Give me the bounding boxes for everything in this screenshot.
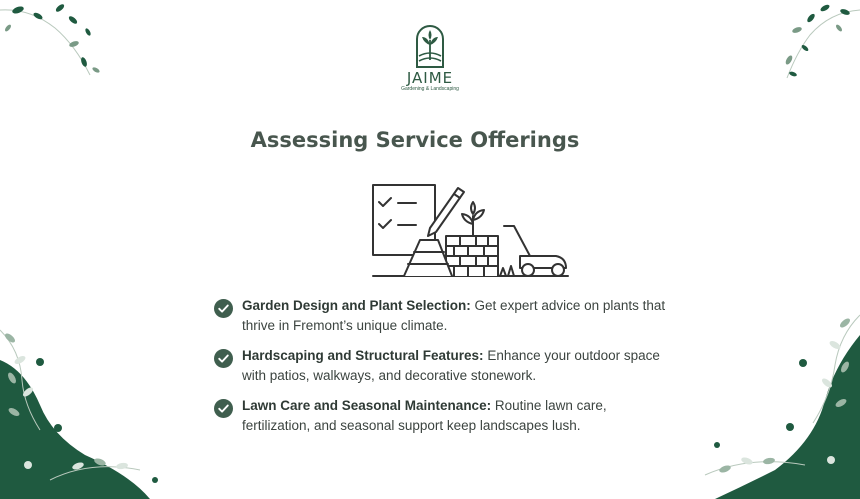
page-title: Assessing Service Offerings bbox=[250, 128, 580, 152]
sprout-arch-logo-icon bbox=[415, 24, 445, 68]
feature-text: Enhance your outdoor space with patios, walkways, and decorative stonework. bbox=[242, 348, 660, 383]
check-circle-icon bbox=[214, 299, 233, 318]
feature-text: Get expert advice on plants that thrive in Fremont’s unique climate. bbox=[242, 298, 666, 333]
leaf-sprig-top-left-icon bbox=[0, 0, 110, 85]
feature-title: Lawn Care and Seasonal Maintenance: bbox=[242, 398, 492, 413]
foliage-bottom-left-icon bbox=[0, 320, 165, 499]
feature-list bbox=[214, 296, 674, 446]
feature-item-hardscaping bbox=[214, 346, 674, 386]
feature-item-lawn-care bbox=[214, 396, 674, 436]
check-circle-icon bbox=[214, 399, 233, 418]
brand-tagline: Gardening & Landscaping bbox=[401, 86, 459, 92]
feature-text: Routine lawn care, fertilization, and seasonal support keep landscapes lush. bbox=[242, 398, 607, 433]
landscaping-checklist-illustration bbox=[368, 180, 578, 280]
foliage-bottom-right-icon bbox=[695, 305, 860, 499]
feature-title: Garden Design and Plant Selection: bbox=[242, 298, 471, 313]
brand-name: JAIME bbox=[406, 69, 454, 87]
feature-item-garden-design bbox=[214, 296, 674, 336]
leaf-sprig-top-right-icon bbox=[775, 0, 860, 85]
brand-logo bbox=[380, 24, 480, 92]
check-circle-icon bbox=[214, 349, 233, 368]
feature-title: Hardscaping and Structural Features: bbox=[242, 348, 484, 363]
